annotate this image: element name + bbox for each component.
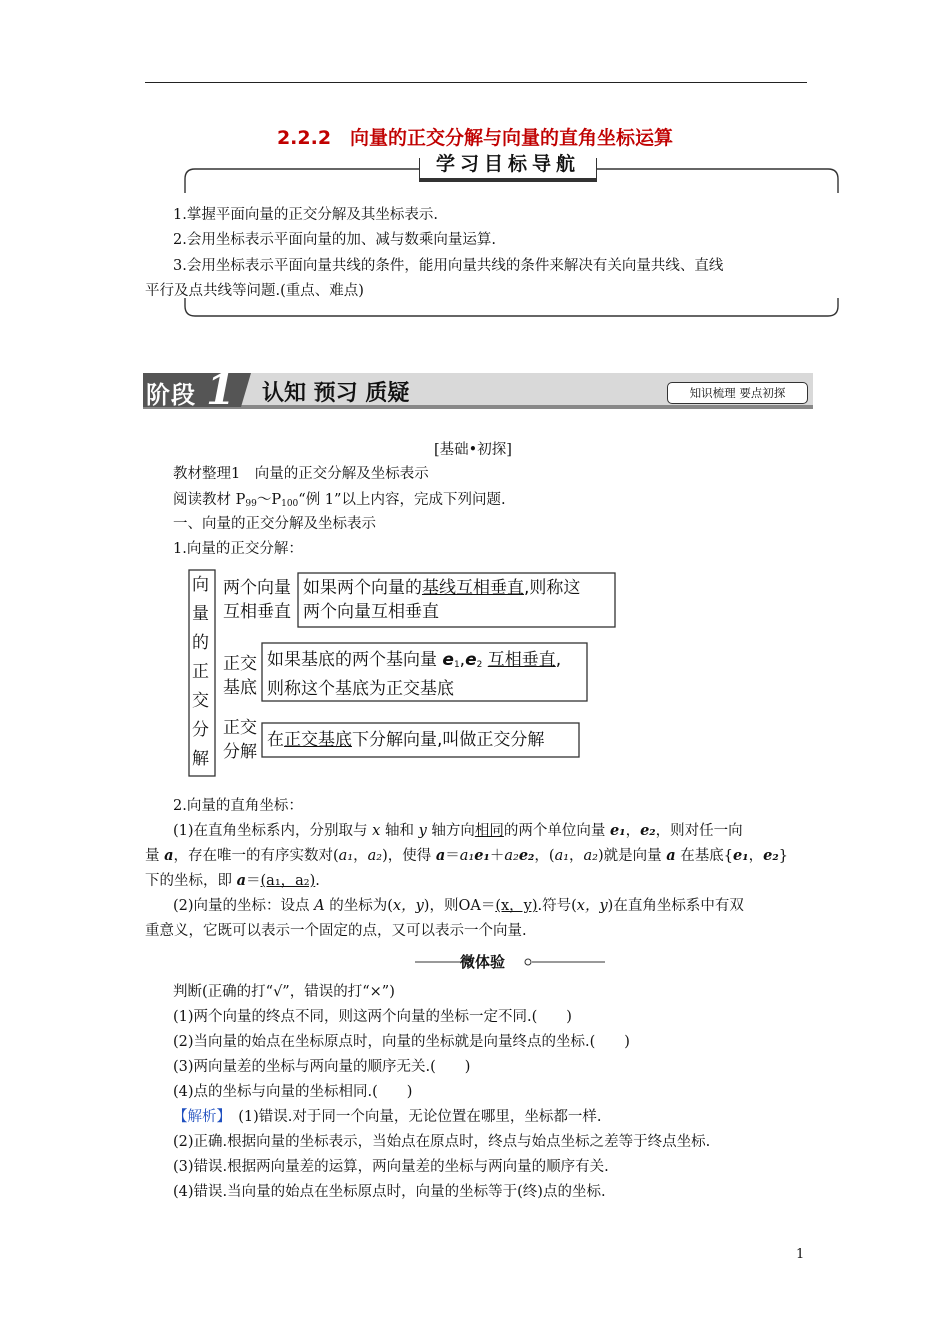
stage-title: 认知 预习 质疑 [262,381,410,406]
page-title: 2.2.2 向量的正交分解与向量的直角坐标运算 [276,127,674,149]
micro-answer: 【解析】 (1)错误.对于同一个向量，无论位置在哪里，坐标都一样. [173,1109,602,1125]
micro-item: (1)两个向量的终点不同，则这两个向量的坐标一定不同.( ) [173,1009,572,1025]
micro-answer: (2)正确.根据向量的坐标表示，当始点在原点时，终点与始点坐标之差等于终点坐标. [173,1134,711,1150]
diagram-row-text: 在正交基底下分解向量,叫做正交分解 [267,730,545,750]
header-rule [145,82,807,83]
micro-item: (3)两向量差的坐标与两向量的顺序无关.( ) [173,1059,471,1075]
section-heading: 教材整理1 向量的正交分解及坐标表示 [173,466,429,482]
goal-item: 3.会用坐标表示平面向量共线的条件，能用向量共线的条件来解决有关向量共线、直线 [173,258,724,274]
micro-answer: (4)错误.当向量的始点在坐标原点时，向量的坐标等于(终)点的坐标. [173,1184,606,1200]
diagram-side-label: 向 量 的 正 交 分 解 [192,575,209,769]
goal-box-bottom [183,296,840,320]
diagram-row-label: 正交 基底 [223,654,257,698]
coords-paragraph-1: 下的坐标，即 a＝(a₁，a₂). [145,872,320,889]
subheading: 一、向量的正交分解及坐标表示 [173,516,376,532]
stage-tag: 知识梳理 要点初探 [667,382,808,404]
coords-paragraph-2: (2)向量的坐标：设点 A 的坐标为(x，y)，则OA＝(x，y).符号(x，y)在直角坐标系中有双 [173,898,744,914]
coords-heading: 2.向量的直角坐标： [173,798,303,814]
orthogonal-decomposition-diagram [186,568,618,778]
diagram-row-label: 正交 分解 [223,718,257,762]
diagram-row-text: 如果基底的两个基向量 $e_1,e_2$ 互相垂直, 则称这个基底为正交基底 [267,650,562,699]
micro-answer: (3)错误.根据两向量差的运算，两向量差的坐标与两向量的顺序有关. [173,1159,609,1175]
subheading: 1.向量的正交分解： [173,541,303,557]
micro-divider [415,950,605,974]
coords-paragraph-1: (1)在直角坐标系内，分别取与 x 轴和 y 轴方向相同的两个单位向量 e₁，e₂，则对任一向 [173,822,743,839]
coords-paragraph-1: 量 a，存在唯一的有序实数对(a₁，a₂)，使得 a＝a₁e₁＋a₂e₂，(a₁，a₂)就是向量 a 在基底{e₁，e₂} [145,847,788,864]
section-intro: 阅读教材 $P_{99}\sim P_{100}“$例 1”以上内容，完成下列问题. [173,492,506,509]
page-number: 1 [796,1247,805,1262]
section-tag: [基础•初探] [434,442,512,458]
stage-number: 1 [206,365,236,414]
micro-item: (2)当向量的始点在坐标原点时，向量的坐标就是向量终点的坐标.( ) [173,1034,630,1050]
goal-item: 2.会用坐标表示平面向量的加、减与数乘向量运算. [173,232,496,248]
micro-title: 微体验 [460,953,506,971]
diagram-row-text: 如果两个向量的基线互相垂直,则称这 两个向量互相垂直 [303,578,581,622]
goal-item: 平行及点共线等问题.(重点、难点) [145,283,364,299]
stage-label: 阶段 [146,381,196,409]
goal-banner-title: 学习目标导航 [420,150,596,178]
diagram-row-label: 两个向量 互相垂直 [223,578,291,622]
goal-item: 1.掌握平面向量的正交分解及其坐标表示. [173,207,438,223]
micro-item: (4)点的坐标与向量的坐标相同.( ) [173,1084,413,1100]
micro-prompt: 判断(正确的打“√”，错误的打“×”) [173,984,395,1000]
jiexi-label: 【解析】 [173,1109,224,1125]
coords-paragraph-2: 重意义，它既可以表示一个固定的点，又可以表示一个向量. [145,923,527,939]
